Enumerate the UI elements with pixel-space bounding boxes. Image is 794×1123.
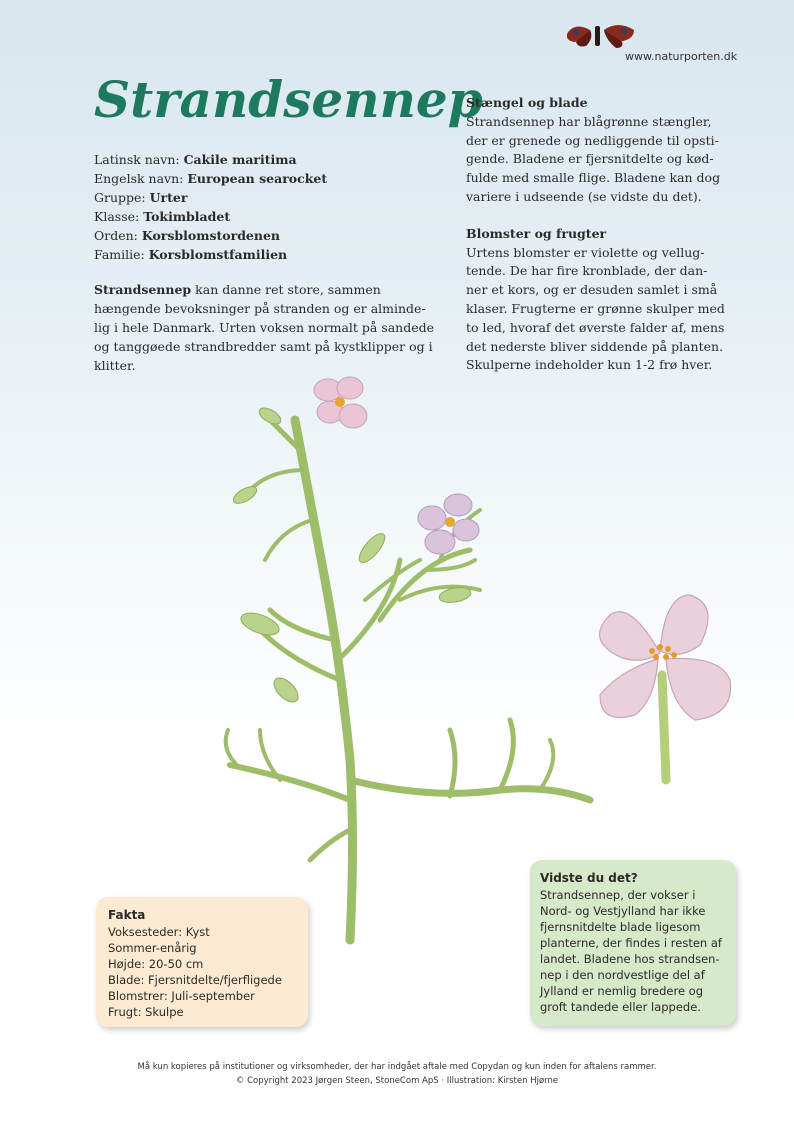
fakta-box — [96, 897, 308, 1027]
section-body: Urtens blomster er violette og vellug- tende. De har fire kronblade, der dan- ner et kors, og er desuden samlet i små klaser. Frugterne er grønne skulper med to led, hvoraf det øverste falder af, mens det nederste bliver siddende på planten. Skulperne indeholder kun 1-2 frø hver. — [466, 244, 725, 373]
vidste-du-det-box: Vidste du det? Strandsennep, der vokser i Nord- og Vestjylland har ikke fjernsnitdelte blade ligesom planterne, der findes i resten af landet. Bladene hos strandsen- nep i den nordvestlige del af Jylland er nemlig bredere og groft tandede eller lappede. — [530, 860, 736, 1026]
section-heading: Blomster og frugter — [466, 225, 607, 241]
vidste-heading: Vidste du det? — [540, 871, 638, 885]
list-item: Voksesteder: Kyst — [108, 925, 210, 939]
footer-copyright: © Copyright 2023 Jørgen Steen, StoneCom ApS · Illustration: Kirsten Hjørne — [235, 1076, 559, 1086]
taxonomy-row: Klasse: Tokimbladet — [94, 209, 231, 224]
footer — [0, 1060, 794, 1088]
taxonomy-row: Engelsk navn: European searocket — [94, 171, 328, 186]
description-column — [466, 94, 736, 393]
footer-license: Må kun kopieres på institutioner og virksomheder, der har indgået aftale med Copydan og kun inden for aftalens rammer. — [137, 1062, 657, 1072]
flower-illustration — [580, 585, 750, 785]
taxonomy-row: Orden: Korsblomstordenen — [94, 228, 281, 243]
list-item: Blomstrer: Juli-september — [108, 989, 255, 1003]
fakta-heading: Fakta — [108, 908, 146, 922]
taxonomy-row: Familie: Korsblomstfamilien — [94, 247, 288, 262]
taxonomy-row: Latinsk navn: Cakile maritima — [94, 152, 297, 167]
site-url[interactable]: www.naturporten.dk — [625, 50, 738, 63]
section-heading: Stængel og blade — [466, 95, 588, 110]
page-title: Strandsennep — [94, 70, 483, 129]
intro-paragraph: Strandsennep kan danne ret store, sammen hængende bevoksninger på stranden og er alminde- lig i hele Danmark. Urten voksen normalt på sandede og tanggøede strandbredder samt på kystklipper og i klitter. — [94, 282, 435, 373]
taxonomy-row: Gruppe: Urter — [94, 190, 188, 205]
taxonomy-list — [94, 150, 327, 264]
list-item: Frugt: Skulpe — [108, 1005, 184, 1019]
list-item: Blade: Fjersnitdelte/fjerfligede — [108, 973, 282, 987]
butterfly-icon — [560, 18, 640, 54]
section-body: Strandsennep har blågrønne stængler, der er grenede og nedliggende til opsti- gende. Bladene er fjersnitdelte og kød- fulde med smalle flige. Bladene kan dog variere i udseende (se vidste du det). — [466, 113, 721, 204]
list-item: Højde: 20-50 cm — [108, 957, 204, 971]
list-item: Sommer-enårig — [108, 941, 197, 955]
